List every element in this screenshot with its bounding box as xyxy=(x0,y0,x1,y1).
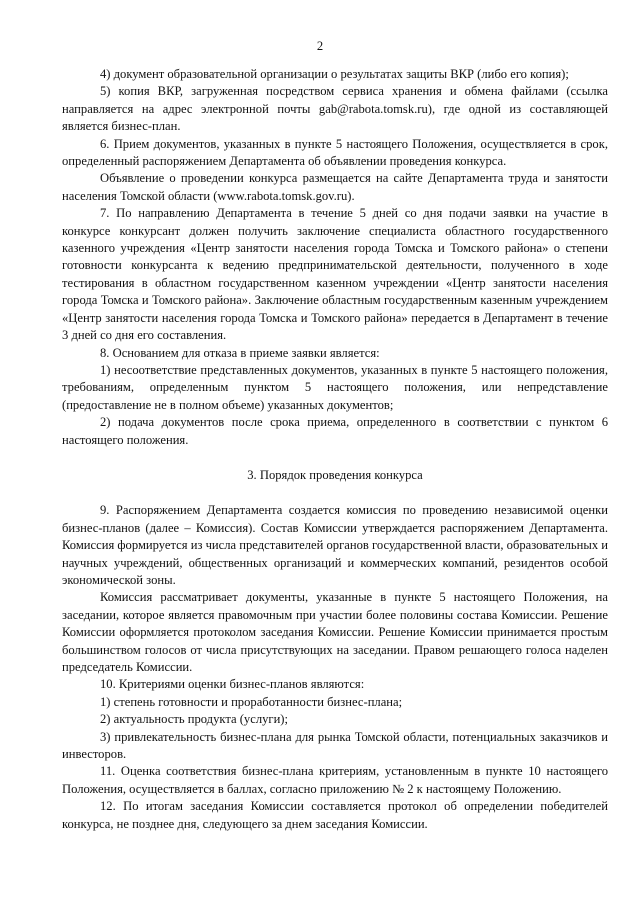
paragraph: 3) привлекательность бизнес-плана для рынка Томской области, потенциальных заказчиков и инвесторов. xyxy=(62,729,608,762)
paragraph: Комиссия рассматривает документы, указанные в пункте 5 настоящего Положения, на заседании, которое является правомочным при участии более половины состава Комиссии. Решение Комиссии оформляется протоколом заседания Комиссии. Решение Комиссии принимается простым большинством голосов от числа присутствующих на заседании. Правом решающего голоса наделен председатель Комиссии. xyxy=(62,590,608,674)
paragraph: 4) документ образовательной организации о результатах защиты ВКР (либо его копия); xyxy=(100,67,569,81)
paragraph: Объявление о проведении конкурса размещается на сайте Департамента труда и занятости населения Томской области (www.rabota.tomsk.gov.ru). xyxy=(62,171,608,203)
page-number: 2 xyxy=(316,39,324,53)
paragraph: 12. По итогам заседания Комиссии составляется протокол об определении победителей конкурса, не позднее дня, следующего за днем заседания Комиссии. xyxy=(62,799,608,831)
paragraph: 2) актуальность продукта (услуги); xyxy=(100,712,288,727)
paragraph: 1) степень готовности и проработанности бизнес-плана; xyxy=(100,694,403,709)
paragraph: 2) подача документов после срока приема, определенного в соответствии с пунктом 6 настоящего положения. xyxy=(62,415,608,447)
paragraph: 10. Критериями оценки бизнес-планов являются: xyxy=(100,677,365,692)
paragraph: 6. Прием документов, указанных в пункте 5 настоящего Положения, осуществляется в срок, определенный распоряжением Департамента об объявлении проведения конкурса. xyxy=(62,136,608,169)
paragraph: 5) копия ВКР, загруженная посредством сервиса хранения и обмена файлами (ссылка направляется на адрес электронной почты gab@rabota.tomsk.ru), где одной из составляющей является бизнес-план. xyxy=(62,84,608,134)
paragraph: 1) несоответствие представленных документов, указанных в пункте 5 настоящего положения, требованиям, определенным пунктом 5 настоящего положения, или непредставление (предоставление не в полном объеме) указанных документов; xyxy=(62,362,608,412)
paragraph: 8. Основанием для отказа в приеме заявки является: xyxy=(100,345,380,360)
document-body xyxy=(62,66,608,833)
paragraph: 11. Оценка соответствия бизнес-плана критериям, установленным в пункте 10 настоящего Положения, осуществляется в баллах, согласно приложению № 2 к настоящему Положению. xyxy=(62,764,608,796)
paragraph: 9. Распоряжением Департамента создается комиссия по проведению независимой оценки бизнес-планов (далее – Комиссия). Состав Комиссии утверждается распоряжением Департамента. Комиссия формируется из числа представителей органов государственной власти, образовательных и научных учреждений, общественных организаций и коммерческих компаний, резидентов особой экономической зоны. xyxy=(62,503,609,587)
section-heading: 3. Порядок проведения конкурса xyxy=(247,467,423,482)
paragraph: 7. По направлению Департамента в течение 5 дней со дня подачи заявки на участие в конкурсе конкурсант должен получить заключение специалиста областного государственного казенного учреждения «Центр занятости населения города Томска и Томского района» о степени готовности конкурсанта к ведению предпринимательской деятельности, полученного в ходе тестирования в областном государственном казенном учреждении «Центр занятости населения города Томска и Томского района». Заключение областным государственным казенным учреждением «Центр занятости населения города Томска и Томского района» передается в Департамент в течение 3 дней со дня его составления. xyxy=(62,206,608,343)
